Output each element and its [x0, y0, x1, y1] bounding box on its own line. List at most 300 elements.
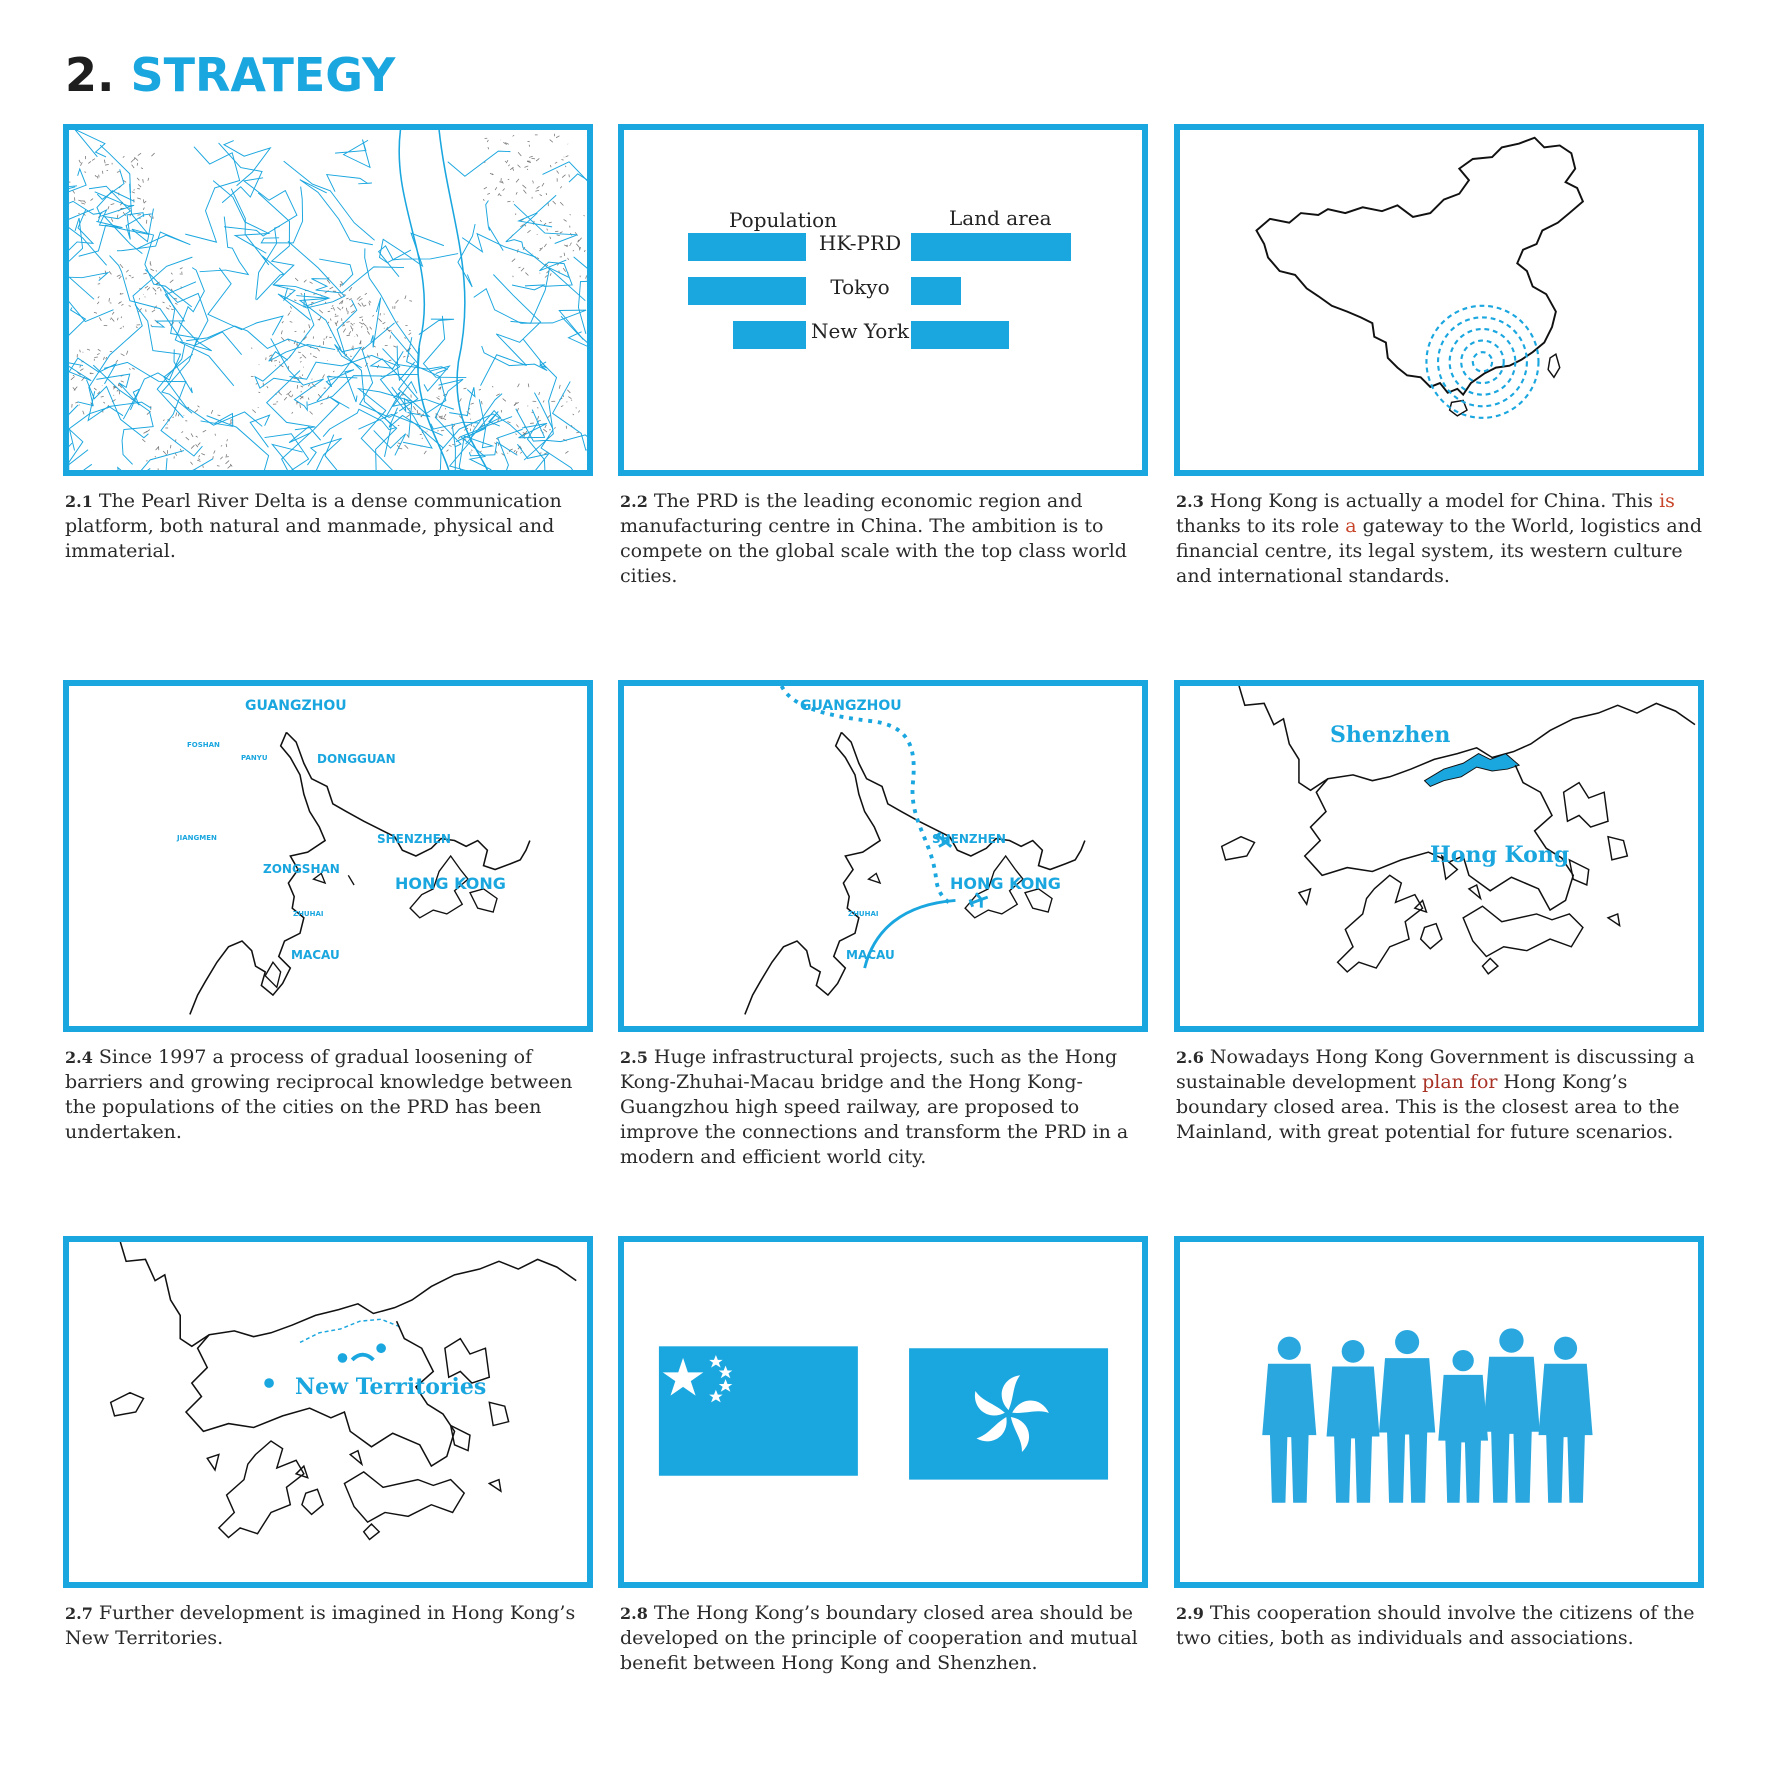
terrain-hatch [288, 394, 290, 397]
terrain-hatch [378, 318, 381, 321]
terrain-hatch [120, 328, 122, 329]
terrain-hatch [275, 365, 276, 366]
terrain-hatch [335, 314, 336, 315]
terrain-hatch [311, 302, 313, 303]
terrain-hatch [518, 165, 521, 168]
terrain-hatch [496, 394, 500, 396]
terrain-hatch [121, 354, 125, 356]
page-title [65, 48, 395, 102]
terrain-hatch [553, 201, 556, 204]
development-site-2 [376, 1343, 386, 1353]
terrain-hatch [359, 298, 362, 300]
label-shenzhen: Shenzhen [1330, 722, 1451, 748]
terrain-hatch [149, 215, 151, 218]
terrain-hatch [129, 208, 131, 209]
pulse-ring [1450, 329, 1516, 395]
terrain-hatch [512, 259, 515, 262]
terrain-hatch [326, 336, 327, 339]
terrain-hatch [133, 190, 134, 191]
terrain-hatch [123, 156, 125, 157]
terrain-hatch [227, 439, 228, 441]
terrain-hatch [487, 193, 490, 194]
terrain-hatch [544, 223, 546, 225]
waterway-line [449, 387, 475, 415]
label-jiangmen: JIANGMEN [177, 834, 217, 842]
waterway-line [69, 407, 123, 450]
waterway-line [539, 260, 572, 286]
terrain-hatch [143, 273, 147, 274]
population-bar [733, 321, 806, 349]
terrain-hatch [319, 310, 323, 313]
terrain-hatch [555, 427, 556, 429]
terrain-hatch [537, 186, 540, 188]
terrain-hatch [295, 278, 298, 281]
waterway-line [512, 285, 545, 290]
terrain-hatch [132, 192, 135, 193]
terrain-hatch [393, 346, 396, 347]
terrain-hatch [310, 282, 313, 284]
terrain-hatch [357, 334, 358, 336]
label-macau: MACAU [291, 948, 340, 962]
terrain-hatch [111, 218, 113, 221]
label-shenzhen: SHENZHEN [932, 832, 1006, 846]
waterway-line [319, 259, 353, 286]
terrain-hatch [129, 368, 130, 370]
terrain-hatch [137, 178, 139, 180]
terrain-hatch [304, 331, 305, 333]
terrain-hatch [532, 181, 533, 182]
terrain-hatch [546, 193, 547, 195]
terrain-hatch [75, 402, 78, 403]
terrain-hatch [495, 187, 497, 190]
waterway-line [510, 268, 569, 323]
terrain-hatch [151, 153, 154, 156]
terrain-hatch [390, 335, 391, 338]
terrain-hatch [346, 335, 349, 336]
taiwan-island [1548, 354, 1560, 377]
terrain-hatch [409, 301, 412, 302]
waterway-line [553, 381, 587, 470]
terrain-hatch [518, 384, 520, 387]
terrain-hatch [98, 296, 99, 298]
terrain-hatch [199, 455, 200, 457]
label-dongguan: DONGGUAN [317, 752, 396, 766]
terrain-hatch [190, 462, 192, 465]
waterway-line [208, 268, 283, 335]
waterway-line [482, 346, 547, 371]
pulse-ring [1438, 317, 1527, 406]
terrain-hatch [157, 287, 160, 288]
terrain-hatch [279, 361, 280, 362]
terrain-hatch [404, 338, 406, 339]
terrain-hatch [516, 179, 519, 182]
person-silhouette [1262, 1337, 1316, 1503]
terrain-hatch [117, 275, 121, 277]
terrain-hatch [539, 392, 540, 395]
terrain-hatch [332, 305, 333, 306]
terrain-hatch [170, 280, 173, 283]
terrain-hatch [197, 460, 200, 461]
terrain-hatch [343, 329, 345, 333]
terrain-hatch [150, 269, 153, 271]
terrain-hatch [152, 310, 155, 312]
waterway-line [307, 438, 341, 470]
waterway-line [69, 209, 107, 266]
terrain-hatch [226, 454, 227, 457]
waterway-line [325, 435, 362, 470]
terrain-hatch [370, 327, 372, 330]
waterway-line [278, 241, 344, 320]
caption-2-5: 2.5 Huge infrastructural projects, such as the Hong Kong-Zhuhai-Macau bridge and the Hong Kong-Guangzhou high speed railway, are proposed to improve the connections and transform the PRD in a modern and efficient world city. [620, 1046, 1129, 1168]
terrain-hatch [142, 439, 145, 442]
waterway-line [255, 299, 314, 388]
terrain-hatch [365, 293, 367, 295]
terrain-hatch [118, 302, 121, 304]
terrain-hatch [538, 416, 539, 420]
terrain-hatch [531, 158, 535, 159]
person-silhouette [1379, 1330, 1435, 1503]
terrain-hatch [518, 267, 520, 268]
terrain-hatch [163, 420, 164, 421]
terrain-hatch [153, 288, 156, 292]
panel-boundary-map [1174, 680, 1704, 1032]
terrain-hatch [560, 186, 561, 188]
terrain-hatch [308, 398, 309, 400]
terrain-hatch [570, 214, 571, 215]
terrain-hatch [108, 206, 109, 209]
terrain-hatch [134, 157, 138, 160]
terrain-hatch [540, 247, 543, 250]
waterway-line [89, 186, 142, 253]
waterway-line [132, 209, 192, 307]
label-zongshan: ZONGSHAN [263, 862, 340, 876]
legend-population: Population [729, 208, 838, 232]
terrain-hatch [98, 349, 101, 351]
terrain-hatch [513, 168, 514, 171]
caption-2-7: 2.7 Further development is imagined in Hong Kong’s New Territories. [65, 1602, 576, 1649]
label-shenzhen: SHENZHEN [377, 832, 451, 846]
waterway-line [448, 151, 511, 176]
land-area-bar [911, 321, 1009, 349]
terrain-hatch [138, 184, 141, 187]
terrain-hatch [109, 271, 111, 274]
terrain-hatch [513, 135, 515, 136]
terrain-hatch [298, 352, 301, 353]
waterway-line [174, 349, 192, 393]
terrain-hatch [535, 190, 539, 191]
terrain-hatch [90, 199, 93, 201]
development-site-3 [352, 1355, 373, 1360]
terrain-hatch [367, 331, 369, 334]
waterway-line [523, 339, 556, 460]
terrain-hatch [516, 192, 517, 194]
terrain-hatch [518, 152, 521, 156]
waterway-line [481, 275, 541, 386]
waterway-line [284, 161, 375, 240]
terrain-hatch [564, 253, 565, 256]
terrain-hatch [141, 168, 143, 169]
terrain-hatch [562, 175, 565, 178]
terrain-hatch [81, 203, 85, 204]
caption-2-6: 2.6 Nowadays Hong Kong Government is discussing a sustainable development plan for Hong Kong’s boundary closed area. This is the closest area to the Mainland, with great potential for future scenarios. [1176, 1046, 1695, 1143]
terrain-hatch [503, 399, 506, 402]
terrain-hatch [201, 453, 205, 455]
terrain-hatch [180, 268, 183, 269]
waterway-line [224, 178, 297, 236]
terrain-hatch [544, 244, 546, 247]
terrain-hatch [550, 140, 553, 143]
terrain-hatch [129, 275, 131, 276]
terrain-hatch [403, 356, 405, 357]
label-panyu: PANYU [241, 754, 268, 762]
terrain-hatch [300, 357, 302, 358]
panel-delta-map [63, 124, 593, 476]
terrain-hatch [330, 319, 331, 321]
terrain-hatch [342, 307, 343, 309]
waterway-line [75, 130, 106, 157]
terrain-hatch [472, 450, 473, 451]
terrain-hatch [103, 402, 105, 403]
terrain-hatch [351, 326, 352, 329]
terrain-hatch [191, 433, 193, 436]
label-zhuhai: ZHUHAI [848, 910, 879, 918]
terrain-hatch [406, 414, 410, 417]
terrain-hatch [228, 465, 232, 468]
terrain-hatch [171, 309, 174, 310]
person-silhouette [1538, 1337, 1592, 1503]
terrain-hatch [523, 190, 526, 194]
waterway-line [498, 429, 523, 470]
high-speed-railway-route [782, 686, 952, 904]
new-territories-illustration [69, 1242, 587, 1582]
prd-coastline [69, 686, 587, 1026]
terrain-hatch [191, 445, 194, 448]
terrain-hatch [132, 165, 135, 168]
terrain-hatch [256, 383, 258, 384]
terrain-hatch [87, 349, 90, 350]
terrain-hatch [137, 198, 141, 199]
terrain-hatch [328, 322, 329, 323]
label-hong-kong: HONG KONG [950, 874, 1061, 893]
label-hong-kong: Hong Kong [1430, 842, 1570, 868]
caption-2-4: 2.4 Since 1997 a process of gradual loosening of barriers and growing reciprocal knowledge between the populations of the cities on the PRD has been undertaken. [65, 1046, 573, 1143]
waterway-line [456, 411, 500, 441]
terrain-hatch [117, 171, 120, 172]
terrain-hatch [218, 415, 221, 416]
terrain-hatch [84, 201, 85, 204]
terrain-hatch [95, 175, 97, 177]
terrain-hatch [578, 238, 581, 242]
terrain-hatch [304, 280, 307, 283]
terrain-hatch [288, 391, 291, 394]
terrain-hatch [176, 413, 177, 417]
terrain-hatch [294, 300, 296, 301]
waterway-line [219, 143, 262, 203]
terrain-hatch [523, 433, 525, 434]
china-map-illustration [1180, 130, 1698, 470]
terrain-hatch [328, 311, 330, 312]
terrain-hatch [547, 229, 548, 231]
terrain-hatch [288, 313, 290, 316]
terrain-hatch [119, 391, 120, 395]
terrain-hatch [148, 178, 149, 181]
terrain-hatch [508, 165, 509, 167]
terrain-hatch [198, 443, 201, 446]
terrain-hatch [106, 357, 107, 359]
pulse-ring [1461, 341, 1504, 384]
terrain-hatch [132, 277, 134, 278]
terrain-hatch [175, 303, 177, 304]
terrain-hatch [336, 321, 338, 325]
waterway-line [462, 234, 536, 258]
terrain-hatch [449, 445, 452, 446]
terrain-hatch [117, 390, 118, 391]
terrain-hatch [137, 163, 138, 166]
development-site-4 [264, 1378, 274, 1388]
terrain-hatch [104, 160, 105, 164]
terrain-hatch [116, 360, 118, 363]
person-silhouette [1438, 1350, 1488, 1503]
terrain-hatch [105, 164, 109, 165]
land-area-bar [911, 277, 961, 305]
terrain-hatch [338, 294, 341, 298]
terrain-hatch [136, 327, 138, 328]
terrain-hatch [169, 306, 171, 307]
terrain-hatch [171, 273, 172, 275]
terrain-hatch [203, 430, 206, 432]
terrain-hatch [111, 318, 114, 322]
terrain-hatch [555, 162, 557, 163]
terrain-hatch [550, 237, 551, 239]
terrain-hatch [367, 327, 368, 330]
waterway-line [311, 267, 404, 293]
panel-people [1174, 1236, 1704, 1588]
terrain-hatch [163, 451, 166, 454]
terrain-hatch [117, 318, 118, 321]
terrain-hatch [362, 303, 364, 307]
hong-kong-flag [909, 1348, 1108, 1479]
terrain-hatch [565, 166, 566, 167]
terrain-hatch [290, 306, 291, 308]
category-label: Tokyo [830, 275, 890, 299]
terrain-hatch [559, 385, 560, 389]
pulse-ring [1473, 352, 1492, 371]
terrain-hatch [143, 179, 144, 183]
terrain-hatch [499, 194, 501, 196]
terrain-hatch [395, 300, 398, 303]
terrain-hatch [221, 445, 222, 446]
waterway-line [69, 307, 85, 351]
pulse-ring [1426, 306, 1538, 418]
waterway-line [112, 468, 183, 470]
terrain-hatch [109, 298, 110, 302]
china-outline [1256, 138, 1582, 395]
china-flag [659, 1346, 858, 1475]
label-new-territories: New Territories [295, 1374, 487, 1400]
terrain-hatch [561, 159, 563, 160]
waterway-line [271, 339, 324, 411]
waterway-line [118, 451, 184, 470]
terrain-hatch [346, 322, 349, 323]
waterway-line [360, 323, 398, 417]
terrain-hatch [73, 191, 75, 194]
terrain-hatch [274, 360, 277, 361]
terrain-hatch [362, 326, 363, 328]
terrain-hatch [483, 199, 484, 201]
terrain-hatch [351, 323, 354, 326]
terrain-hatch [117, 215, 118, 218]
terrain-hatch [83, 411, 84, 415]
section-title: STRATEGY [130, 48, 396, 102]
waterway-line [200, 217, 249, 275]
terrain-hatch [129, 306, 131, 307]
category-label: New York [811, 319, 909, 343]
terrain-hatch [545, 275, 548, 277]
terrain-hatch [320, 403, 322, 404]
terrain-hatch [484, 187, 487, 189]
terrain-hatch [579, 247, 580, 250]
terrain-hatch [301, 293, 302, 294]
development-site-1 [338, 1353, 348, 1363]
terrain-hatch [111, 204, 115, 205]
terrain-hatch [507, 422, 510, 423]
terrain-hatch [542, 183, 544, 186]
waterway-line [69, 450, 88, 470]
terrain-hatch [214, 450, 215, 453]
terrain-hatch [460, 398, 462, 401]
terrain-hatch [389, 360, 392, 361]
waterway-line [424, 366, 449, 391]
terrain-hatch [290, 322, 293, 323]
terrain-hatch [464, 388, 467, 389]
terrain-hatch [549, 222, 552, 223]
waterway-line [300, 180, 373, 245]
terrain-hatch [292, 412, 293, 413]
terrain-hatch [514, 450, 515, 452]
terrain-hatch [121, 381, 124, 382]
terrain-hatch [330, 287, 334, 289]
terrain-hatch [529, 145, 530, 147]
terrain-hatch [567, 390, 570, 393]
infrastructure-illustration [624, 686, 1142, 1026]
terrain-hatch [498, 193, 500, 195]
terrain-hatch [284, 397, 287, 400]
terrain-hatch [186, 437, 189, 440]
terrain-hatch [359, 317, 362, 318]
terrain-hatch [525, 273, 528, 276]
terrain-hatch [102, 171, 103, 174]
pulse-rings [1426, 306, 1538, 418]
waterway-line [224, 141, 270, 186]
terrain-hatch [437, 397, 440, 399]
terrain-hatch [383, 322, 386, 324]
panel-china-map [1174, 124, 1704, 476]
label-guangzhou: GUANGZHOU [800, 698, 902, 714]
waterway-line [379, 233, 443, 266]
waterway-line [561, 316, 587, 350]
terrain-hatch [317, 348, 320, 351]
person-silhouette [1327, 1340, 1380, 1503]
population-bar [688, 277, 806, 305]
flags-illustration [624, 1242, 1142, 1582]
waterway-line [289, 427, 321, 443]
terrain-hatch [584, 250, 585, 252]
terrain-hatch [357, 296, 361, 299]
terrain-hatch [576, 432, 579, 433]
terrain-hatch [302, 355, 306, 359]
terrain-hatch [540, 220, 541, 222]
panel-infrastructure-map [618, 680, 1148, 1032]
